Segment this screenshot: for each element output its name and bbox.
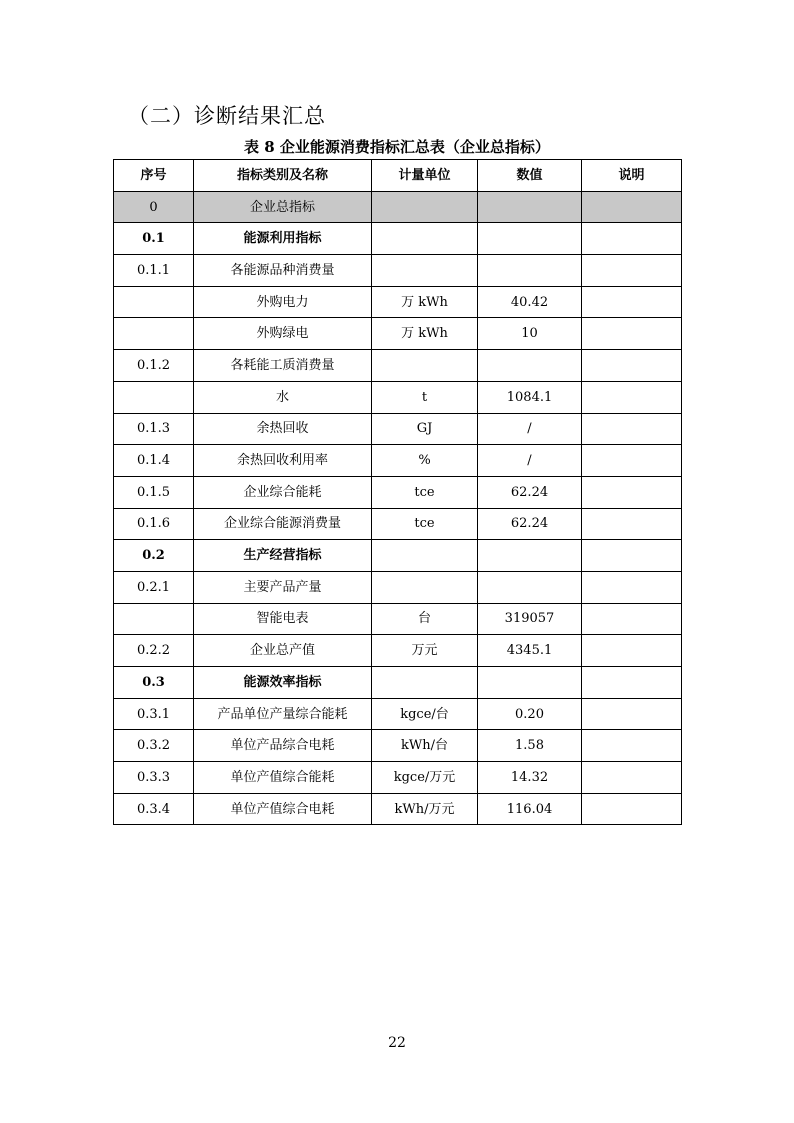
cell-name: 生产经营指标 (194, 540, 372, 572)
cell-unit: t (372, 381, 478, 413)
cell-unit (372, 571, 478, 603)
cell-no: 0.2 (114, 540, 194, 572)
table-row (114, 318, 682, 350)
cell-name: 产品单位产量综合能耗 (194, 698, 372, 730)
cell-value (478, 540, 582, 572)
cell-value: 62.24 (478, 476, 582, 508)
cell-note (582, 667, 682, 699)
cell-name: 外购电力 (194, 286, 372, 318)
table-body (114, 191, 682, 825)
cell-no: 0.1 (114, 223, 194, 255)
cell-no: 0.3.1 (114, 698, 194, 730)
cell-unit: 台 (372, 603, 478, 635)
cell-note (582, 445, 682, 477)
cell-value: / (478, 445, 582, 477)
cell-value: 1084.1 (478, 381, 582, 413)
cell-value: 4345.1 (478, 635, 582, 667)
cell-no: 0.3.3 (114, 762, 194, 794)
cell-note (582, 603, 682, 635)
cell-name: 余热回收利用率 (194, 445, 372, 477)
cell-value (478, 223, 582, 255)
cell-note (582, 540, 682, 572)
cell-unit: kWh/台 (372, 730, 478, 762)
table-row (114, 255, 682, 287)
cell-value (478, 350, 582, 382)
cell-no: 0.1.3 (114, 413, 194, 445)
cell-unit: kWh/万元 (372, 793, 478, 825)
cell-unit (372, 350, 478, 382)
cell-note (582, 508, 682, 540)
table-row (114, 571, 682, 603)
page-number: 22 (388, 1035, 406, 1051)
cell-name: 外购绿电 (194, 318, 372, 350)
cell-no (114, 286, 194, 318)
cell-value: 62.24 (478, 508, 582, 540)
cell-unit (372, 667, 478, 699)
cell-note (582, 255, 682, 287)
cell-note (582, 571, 682, 603)
cell-value: 40.42 (478, 286, 582, 318)
cell-no: 0.1.1 (114, 255, 194, 287)
cell-unit (372, 223, 478, 255)
cell-note (582, 286, 682, 318)
cell-value (478, 667, 582, 699)
table-row (114, 793, 682, 825)
table-row (114, 286, 682, 318)
cell-note (582, 413, 682, 445)
table-caption: 表 8 企业能源消费指标汇总表（企业总指标） (244, 138, 550, 156)
cell-value: / (478, 413, 582, 445)
cell-unit: kgce/台 (372, 698, 478, 730)
cell-name: 企业总指标 (194, 191, 372, 223)
cell-name: 智能电表 (194, 603, 372, 635)
cell-value: 319057 (478, 603, 582, 635)
table-row (114, 191, 682, 223)
cell-note (582, 381, 682, 413)
cell-no: 0.3.2 (114, 730, 194, 762)
table-row (114, 762, 682, 794)
table-row (114, 350, 682, 382)
cell-name: 企业总产值 (194, 635, 372, 667)
table-row (114, 603, 682, 635)
cell-value: 1.58 (478, 730, 582, 762)
cell-no (114, 381, 194, 413)
cell-unit: tce (372, 476, 478, 508)
cell-note (582, 191, 682, 223)
cell-no: 0.3.4 (114, 793, 194, 825)
cell-note (582, 698, 682, 730)
header-note: 说明 (582, 160, 682, 192)
table-row (114, 635, 682, 667)
table-row (114, 476, 682, 508)
energy-summary-table (113, 159, 682, 825)
cell-value (478, 191, 582, 223)
cell-note (582, 635, 682, 667)
cell-no: 0.1.4 (114, 445, 194, 477)
cell-unit: GJ (372, 413, 478, 445)
cell-unit: 万 kWh (372, 286, 478, 318)
cell-name: 企业综合能源消费量 (194, 508, 372, 540)
header-no: 序号 (114, 160, 194, 192)
cell-note (582, 793, 682, 825)
cell-unit (372, 540, 478, 572)
cell-name: 能源利用指标 (194, 223, 372, 255)
cell-note (582, 223, 682, 255)
cell-unit: tce (372, 508, 478, 540)
cell-value: 116.04 (478, 793, 582, 825)
cell-name: 水 (194, 381, 372, 413)
cell-note (582, 476, 682, 508)
cell-value (478, 255, 582, 287)
cell-name: 单位产品综合电耗 (194, 730, 372, 762)
cell-name: 能源效率指标 (194, 667, 372, 699)
cell-unit: 万 kWh (372, 318, 478, 350)
cell-name: 主要产品产量 (194, 571, 372, 603)
table-row (114, 730, 682, 762)
table-row (114, 223, 682, 255)
cell-name: 各耗能工质消费量 (194, 350, 372, 382)
cell-no: 0.1.2 (114, 350, 194, 382)
cell-value: 10 (478, 318, 582, 350)
cell-unit: % (372, 445, 478, 477)
cell-no: 0.3 (114, 667, 194, 699)
header-name: 指标类别及名称 (194, 160, 372, 192)
cell-no: 0.2.2 (114, 635, 194, 667)
cell-value: 0.20 (478, 698, 582, 730)
cell-unit: 万元 (372, 635, 478, 667)
table-row (114, 381, 682, 413)
cell-name: 单位产值综合能耗 (194, 762, 372, 794)
header-unit: 计量单位 (372, 160, 478, 192)
table-header-row (114, 160, 682, 192)
cell-no: 0.2.1 (114, 571, 194, 603)
header-value: 数值 (478, 160, 582, 192)
table-row (114, 698, 682, 730)
table-row (114, 508, 682, 540)
table-row (114, 413, 682, 445)
cell-no: 0.1.6 (114, 508, 194, 540)
cell-no (114, 603, 194, 635)
cell-no: 0 (114, 191, 194, 223)
table-row (114, 445, 682, 477)
cell-unit (372, 191, 478, 223)
cell-no (114, 318, 194, 350)
cell-name: 企业综合能耗 (194, 476, 372, 508)
table-row (114, 540, 682, 572)
cell-name: 余热回收 (194, 413, 372, 445)
cell-name: 单位产值综合电耗 (194, 793, 372, 825)
cell-note (582, 350, 682, 382)
section-heading: （二）诊断结果汇总 (128, 104, 326, 128)
cell-value: 14.32 (478, 762, 582, 794)
cell-note (582, 318, 682, 350)
cell-note (582, 762, 682, 794)
cell-note (582, 730, 682, 762)
cell-name: 各能源品种消费量 (194, 255, 372, 287)
cell-value (478, 571, 582, 603)
cell-no: 0.1.5 (114, 476, 194, 508)
table-row (114, 667, 682, 699)
cell-unit (372, 255, 478, 287)
cell-unit: kgce/万元 (372, 762, 478, 794)
